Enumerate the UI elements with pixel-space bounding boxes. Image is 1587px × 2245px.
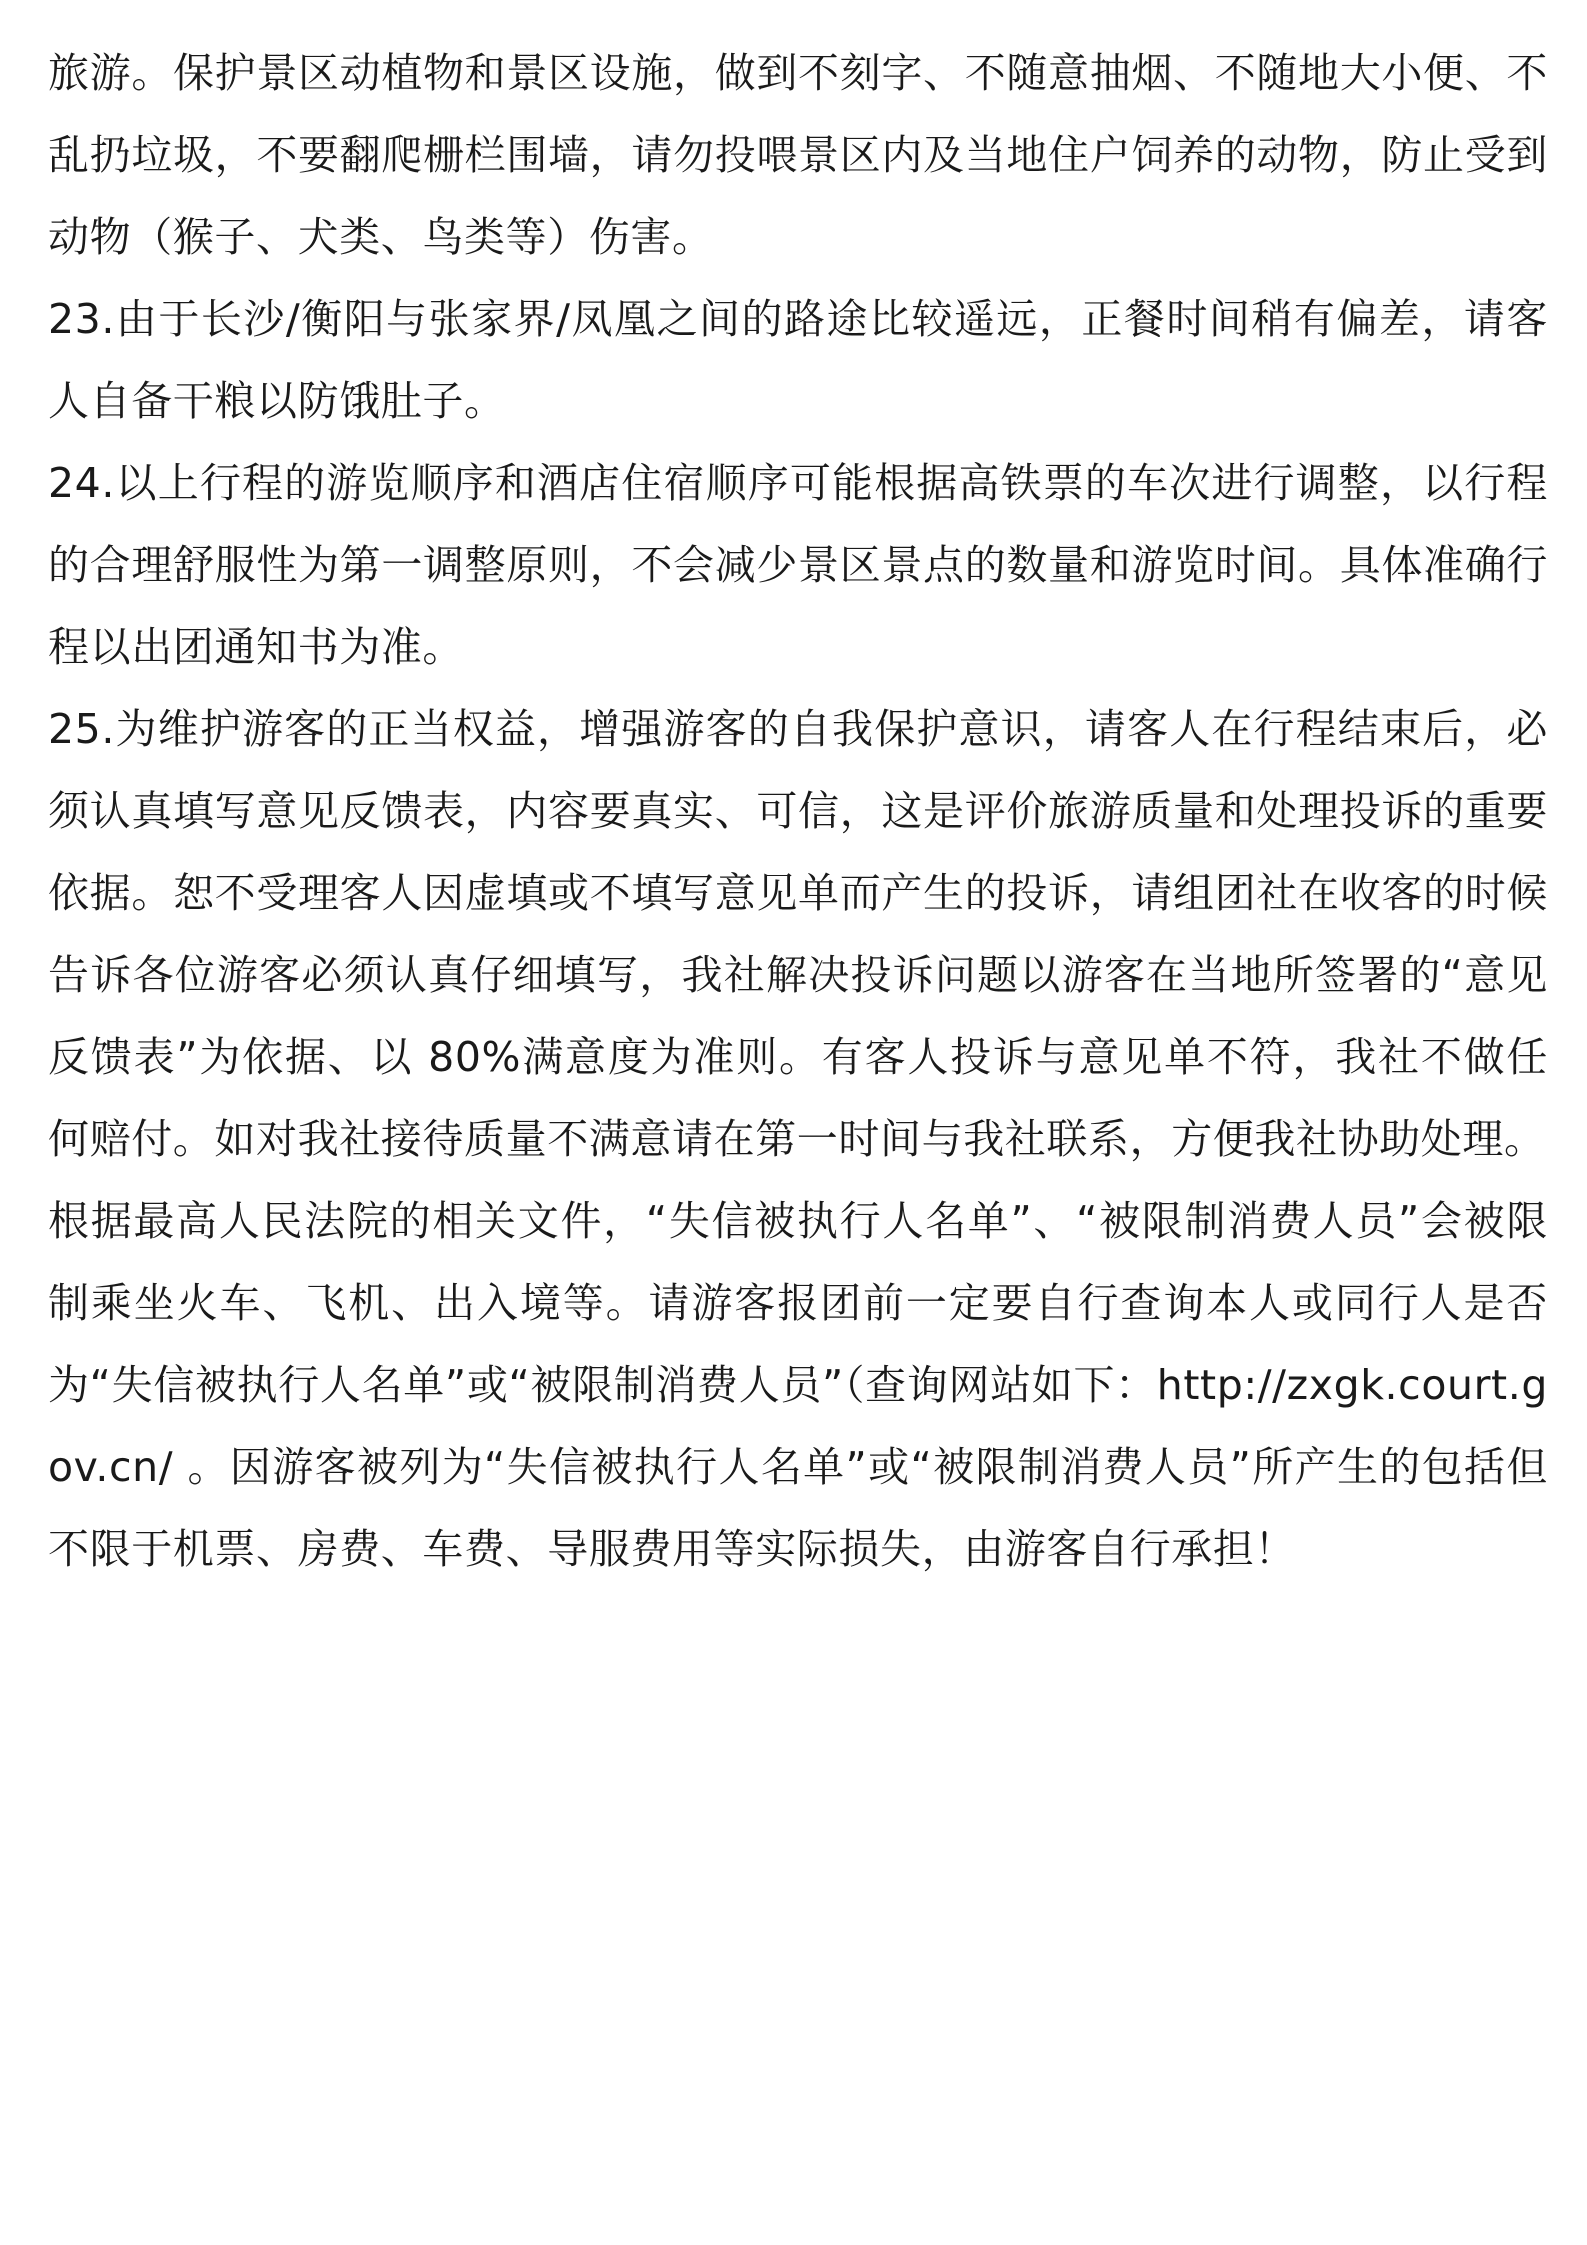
document-page	[48, 32, 1548, 1590]
paragraph-credit-notice: 根据最高人民法院的相关文件，“失信被执行人名单”、“被限制消费人员”会被限制乘坐火车、飞机、出入境等。请游客报团前一定要自行查询本人或同行人是否为“失信被执行人名单”或“被限制消费人员”（查询网站如下：http://zxgk.court.gov.cn/ 。因游客被列为“失信被执行人名单”或“被限制消费人员”所产生的包括但不限于机票、房费、车费、导服费用等实际损失，由游客自行承担！	[48, 1197, 1548, 1573]
paragraph-item-23: 23.由于长沙/衡阳与张家界/凤凰之间的路途比较遥远，正餐时间稍有偏差，请客人自备干粮以防饿肚子。	[48, 295, 1548, 425]
paragraph-item-24: 24.以上行程的游览顺序和酒店住宿顺序可能根据高铁票的车次进行调整，以行程的合理舒服性为第一调整原则，不会减少景区景点的数量和游览时间。具体准确行程以出团通知书为准。	[48, 459, 1548, 671]
paragraph-scenic-protection: 旅游。保护景区动植物和景区设施，做到不刻字、不随意抽烟、不随地大小便、不乱扔垃圾，不要翻爬栅栏围墙，请勿投喂景区内及当地住户饲养的动物，防止受到动物（猴子、犬类、鸟类等）伤害。	[48, 49, 1548, 261]
paragraph-item-25: 25.为维护游客的正当权益，增强游客的自我保护意识，请客人在行程结束后，必须认真填写意见反馈表，内容要真实、可信，这是评价旅游质量和处理投诉的重要依据。恕不受理客人因虚填或不填写意见单而产生的投诉，请组团社在收客的时候告诉各位游客必须认真仔细填写，我社解决投诉问题以游客在当地所签署的“意见反馈表”为依据、以 80%满意度为准则。有客人投诉与意见单不符，我社不做任何赔付。如对我社接待质量不满意请在第一时间与我社联系，方便我社协助处理。	[48, 705, 1548, 1163]
